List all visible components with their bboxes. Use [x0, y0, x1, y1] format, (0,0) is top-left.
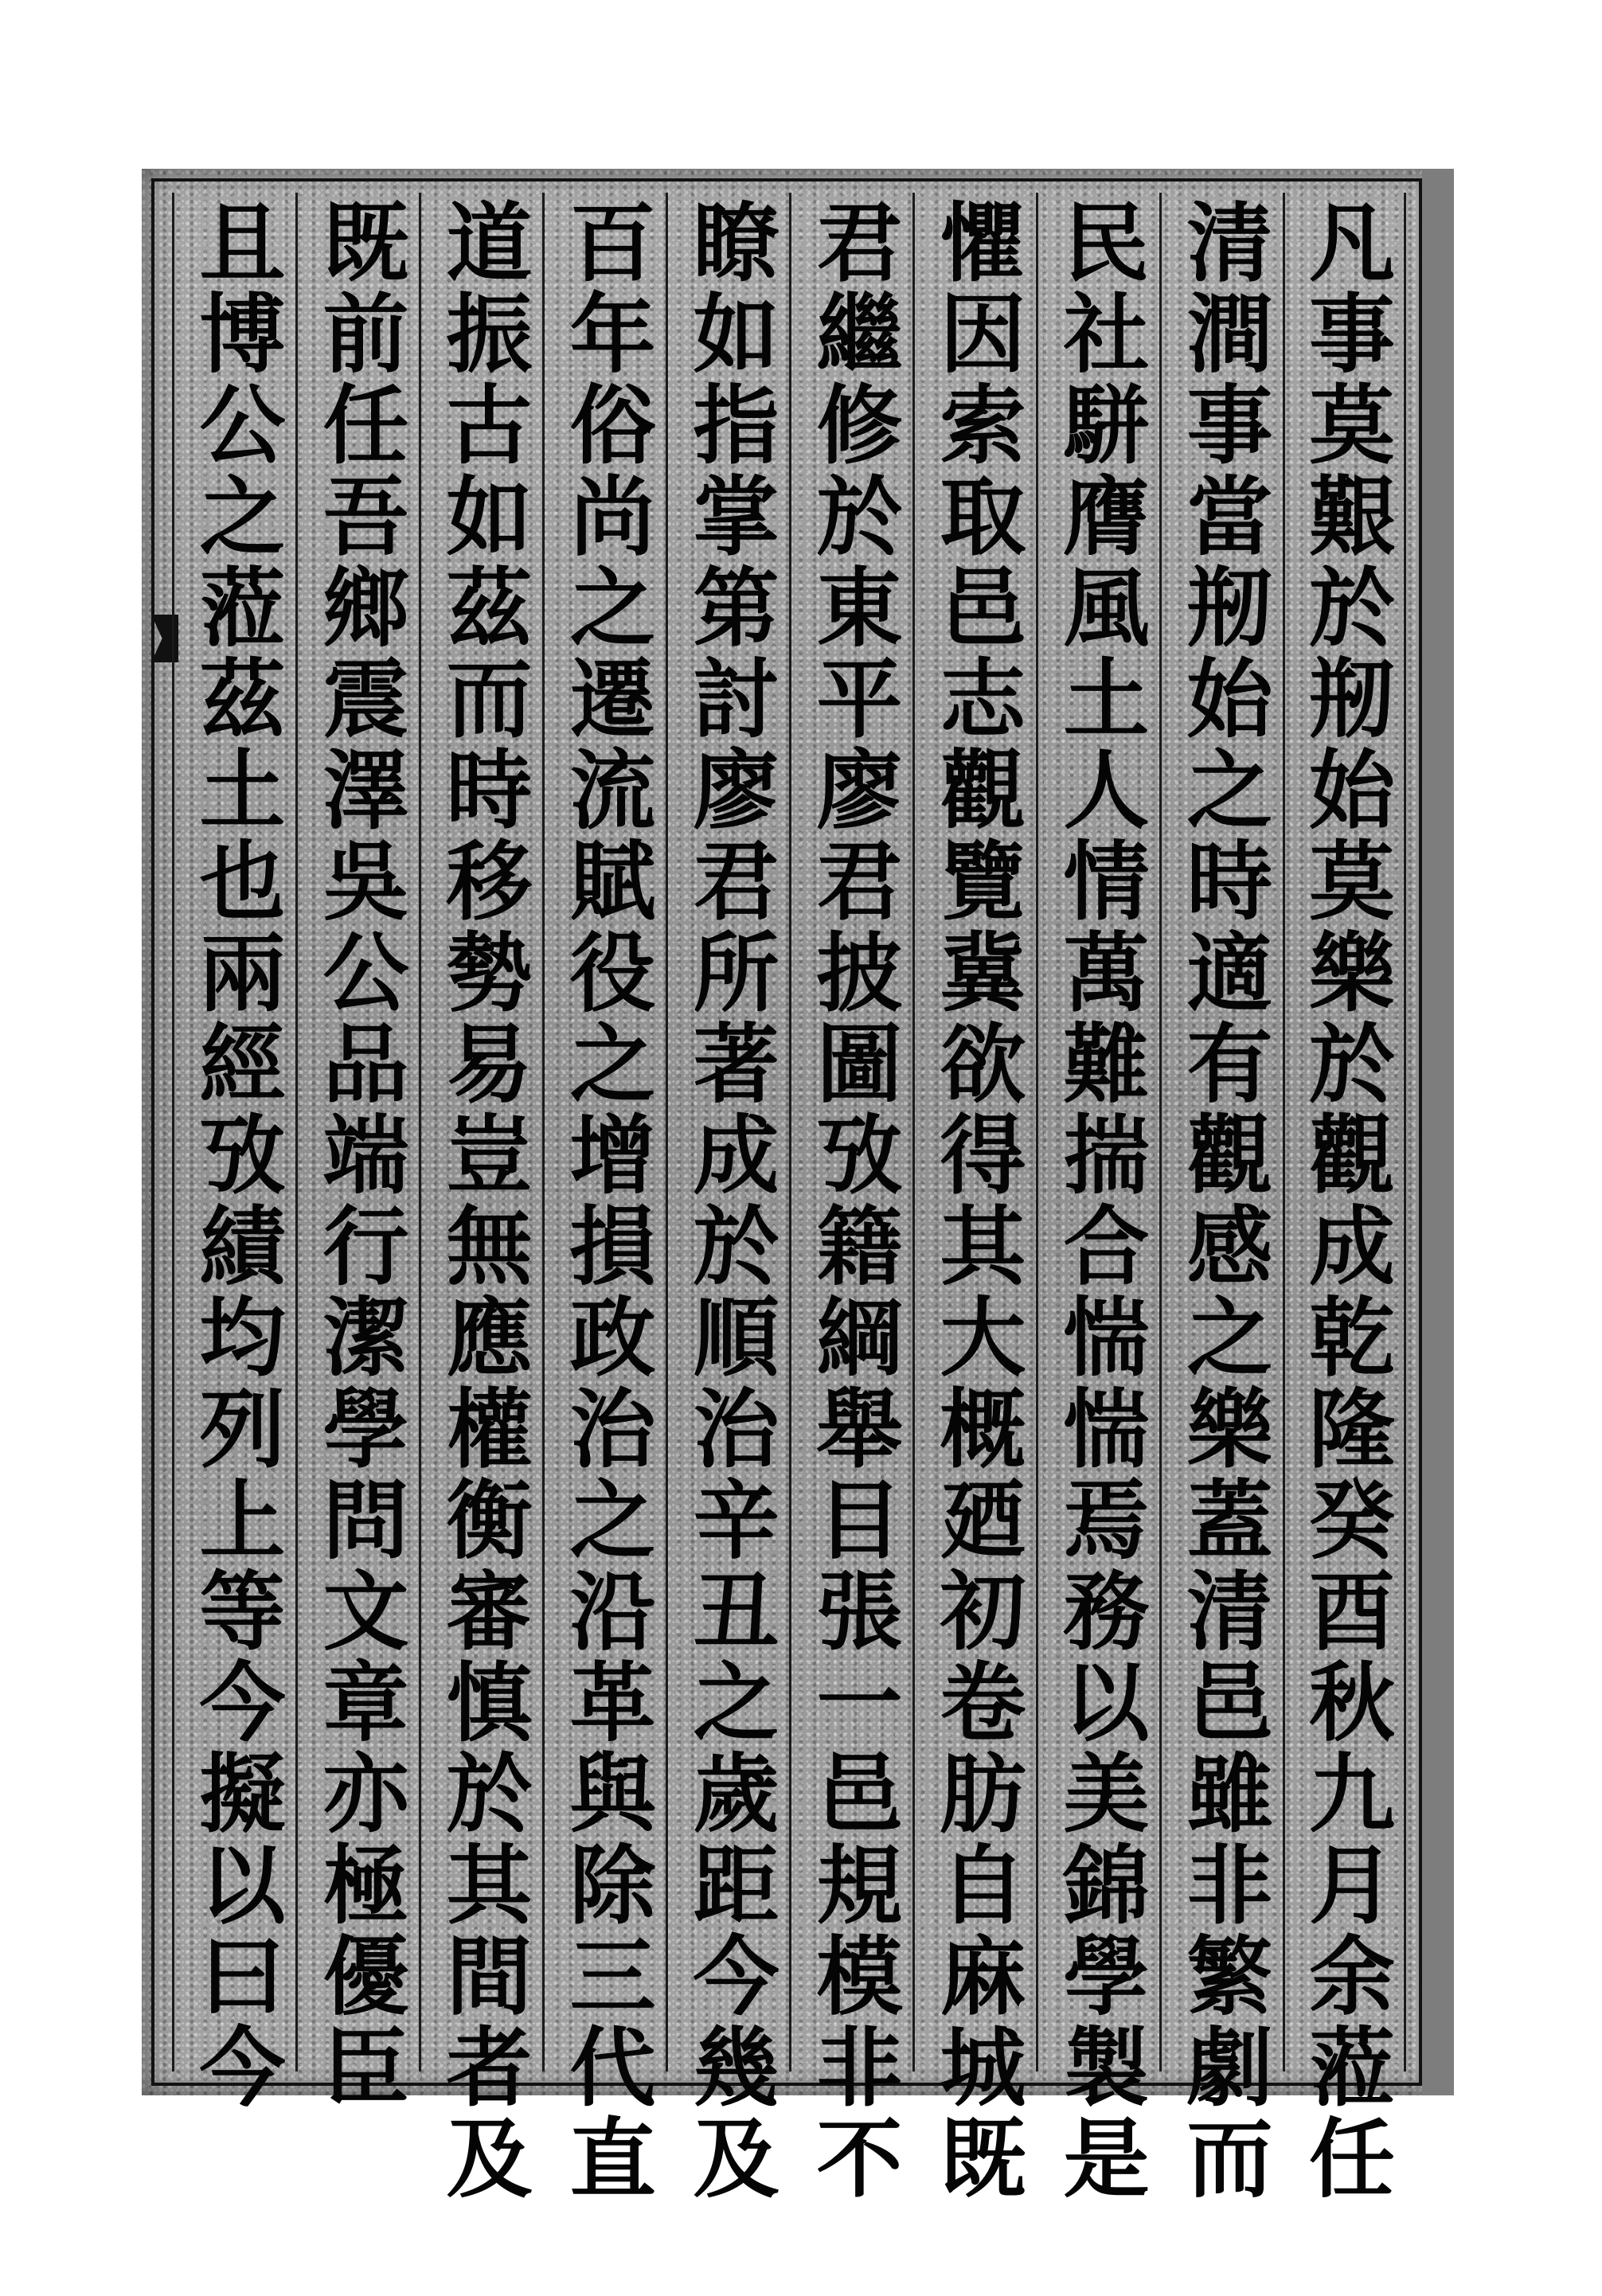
woodblock-print-area	[142, 169, 1454, 2205]
column-text: 且博公之蒞茲土也兩經攷績均列上等今擬以曰今	[185, 197, 285, 2114]
text-column	[542, 193, 666, 2205]
text-column	[912, 193, 1036, 2205]
column-text: 瞭如指掌第討廖君所著成於順治辛丑之歲距今幾及	[678, 197, 779, 2205]
column-text: 凡事莫艱於剏始莫樂於觀成乾隆癸酉秋九月余蒞任	[1294, 197, 1395, 2205]
column-text: 懼因索取邑志觀覽冀欲得其大概廼初卷肪自麻城既	[925, 197, 1026, 2205]
column-text: 清澗事當剏始之時適有觀感之樂蓋清邑雖非繁劇而	[1172, 197, 1272, 2205]
page-margin-strip	[1422, 169, 1454, 2095]
text-column	[1283, 193, 1406, 2205]
text-columns	[164, 193, 1406, 2205]
column-text: 既前任吾鄉震澤吳公品端行潔學問文章亦極優臣	[308, 197, 408, 2114]
text-column	[419, 193, 542, 2205]
text-column	[1036, 193, 1159, 2205]
column-text: 百年俗尚之遷流賦役之增損政治之沿革與除三代直	[555, 197, 655, 2205]
text-column	[172, 193, 295, 2114]
text-column	[295, 193, 419, 2114]
text-column	[1159, 193, 1283, 2205]
column-text: 民社駢膺風土人情萬難揣合惴惴焉務以美錦學製是	[1049, 197, 1149, 2205]
text-column	[789, 193, 912, 2205]
column-text: 道振古如茲而時移勢易豈無應權衡審慎於其間者及	[432, 197, 532, 2205]
column-text: 君繼修於東平廖君披圖攷籍綱舉目張一邑規模非不	[802, 197, 902, 2205]
text-column	[666, 193, 789, 2205]
